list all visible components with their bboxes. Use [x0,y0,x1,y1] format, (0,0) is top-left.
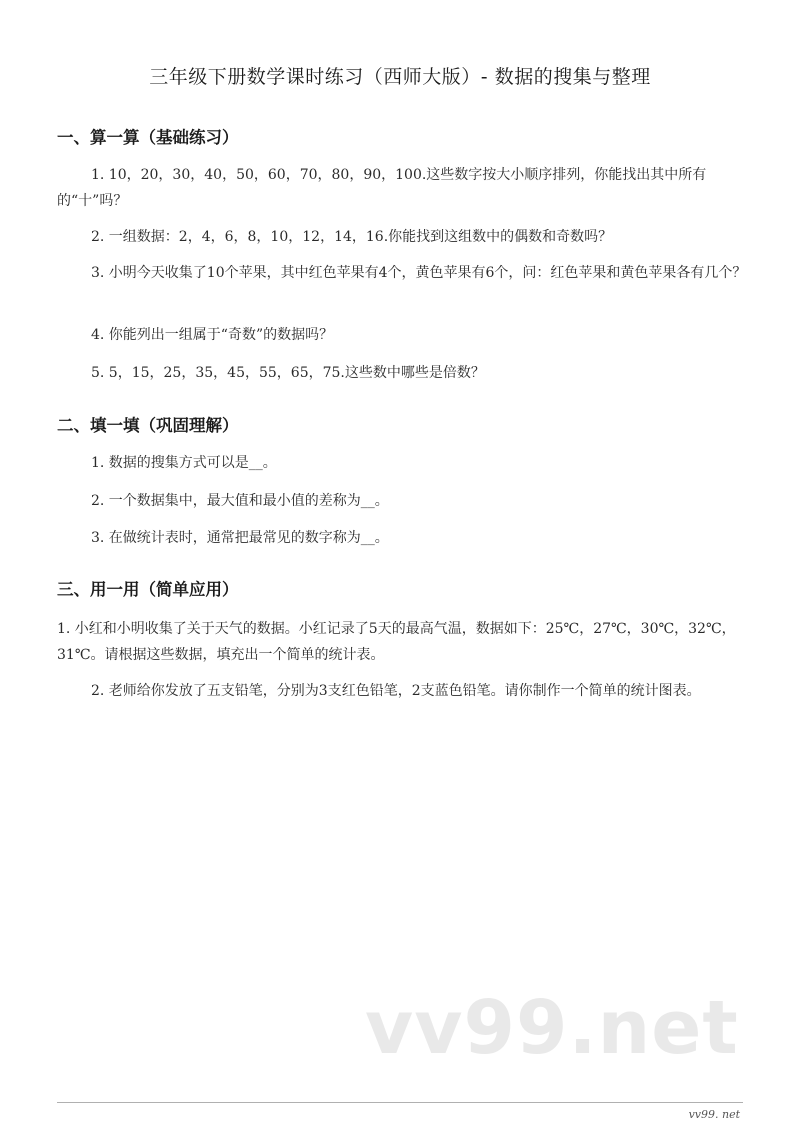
watermark-text: vv99.net [365,985,739,1071]
footer-divider [57,1102,743,1103]
question-1-5: 5. 5，15，25，35，45，55，65，75.这些数中哪些是倍数？ [91,365,485,381]
question-2-2: 2. 一个数据集中，最大值和最小值的差称为__。 [91,493,389,509]
question-1-4: 4. 你能列出一组属于“奇数”的数据吗？ [91,327,334,343]
section-heading-2: 二、填一填（巩固理解） [57,416,239,435]
question-3-1: 1. 小红和小明收集了关于天气的数据。小红记录了5天的最高气温，数据如下：25℃，27℃，30℃，32℃，31℃。请根据这些数据，填充出一个简单的统计表。 [57,621,736,663]
section-heading-1: 一、算一算（基础练习） [57,128,239,147]
section-heading-3: 三、用一用（简单应用） [57,580,239,599]
question-3-2: 2. 老师给你发放了五支铅笔，分别为3支红色铅笔，2支蓝色铅笔。请你制作一个简单的统计图表。 [91,683,701,699]
question-1-1: 1. 10，20，30，40，50，60，70，80，90，100.这些数字按大小顺序排列，你能找出其中所有的“十”吗？ [57,167,707,209]
page-title: 三年级下册数学课时练习（西师大版）- 数据的搜集与整理 [149,66,651,88]
question-1-3: 3. 小明今天收集了10个苹果，其中红色苹果有4个，黄色苹果有6个，问：红色苹果和黄色苹果各有几个？ [91,265,747,281]
question-1-2: 2. 一组数据：2，4，6，8，10，12，14，16.你能找到这组数中的偶数和奇数吗？ [91,229,613,245]
question-2-3: 3. 在做统计表时，通常把最常见的数字称为__。 [91,530,389,546]
question-2-1: 1. 数据的搜集方式可以是__。 [91,455,277,471]
footer-site-label: vv99. net [688,1108,740,1121]
